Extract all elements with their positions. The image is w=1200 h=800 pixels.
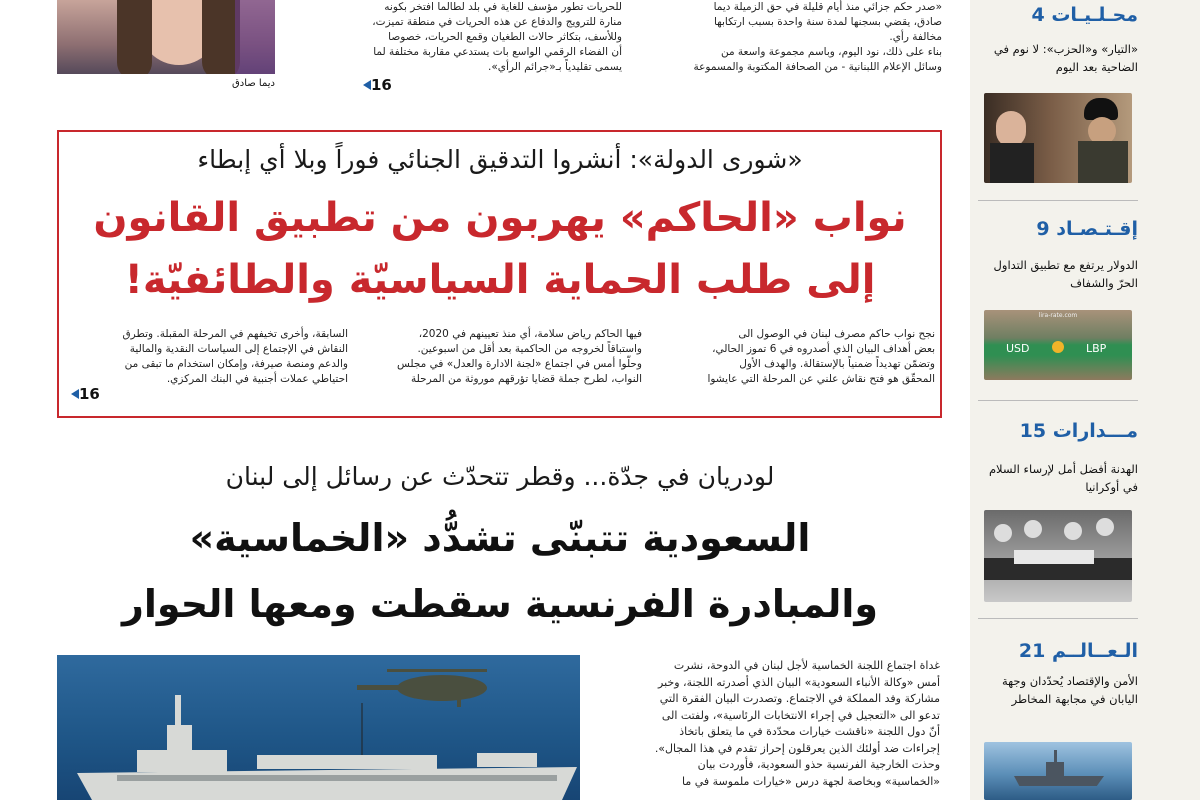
story2-headline-line1[interactable]: السعودية تتبنّى تشدُّد «الخماسية» [189,516,811,560]
story1-headline-line1[interactable]: نواب «الحاكم» يهربون من تطبيق القانون [93,195,907,241]
leaders-meeting-photo [984,93,1132,183]
story1-column-left: السابقة، وأخرى تخيفهم في المرحلة المقبلة. وتطرق النقاش في الإجتماع إلى السياسات النقدية والمالية والدعم ومنصة صيرفة، وإمكان استخدام ما تبقى من احتياطي عملات أجنبية في البنك المركزي. [122,328,348,385]
sidebar-divider [978,400,1138,401]
lbp-label: LBP [1086,342,1107,355]
usd-label: USD [1006,342,1030,355]
story2-headline-line2[interactable]: والمبادرة الفرنسية سقطت ومعها الحوار [122,582,878,626]
sidebar-section-desc[interactable]: الأمن والإقتصاد يُحدّدان وجهة اليابان في مجابهة المخاطر [1001,674,1138,706]
exchange-icon [1052,341,1064,353]
sidebar-section-desc[interactable]: الهدنة أفضل أمل لإرساء السلام في أوكرانيا [988,462,1138,494]
story1-headline-line2[interactable]: إلى طلب الحماية السياسيّة والطائفيّة! [124,257,876,303]
sidebar-section-title[interactable]: الـعــالــم 21 [1018,640,1138,662]
sidebar-section-title[interactable]: محـلـيـات 4 [1031,4,1138,26]
warship-photo [984,742,1132,800]
historic-meeting-photo [984,510,1132,602]
story2-body: غداة اجتماع اللجنة الخماسية لأجل لبنان في الدوحة، نشرت أمس «وكالة الأنباء السعودية» البيان الذي أصدرته اللجنة، وخبر مشاركة وفد المملكة في الاجتماع. وتصدرت البيان الفقرة التي تدعو الى «التعجيل في إجراء الانتخابات الرئاسية»، ولفتت الى أنّ دول اللجنة «ناقشت خيارات محدّدة في ما يتعلق باتخاذ إجراءات ضد أولئك الذين يعرقلون إحراز تقدم في هذا المجال». وحذت الخارجية الفرنسية حذو السعودية، فأوردت بيان «الخماسية» وبخاصة لجهة درس «خيارات ملموسة في ما [654,659,940,788]
usd-lbp-banknotes-photo [984,310,1132,380]
sidebar-divider [978,200,1138,201]
story1-page-reference[interactable]: 16 [68,385,100,403]
site-label: lira-rate.com [1038,312,1078,319]
story1-column-right: نجح نواب حاكم مصرف لبنان في الوصول الى بعض أهداف البيان الذي أصدروه في 6 تموز الحالي، وتضمّن تهديداً ضمنياً بالإستقالة. والهدف الأول المحقّق هو فتح نقاش علني عن المرحلة التي عايشوا [707,328,935,385]
navy-ship-photo [57,655,580,800]
warship-icon [77,695,577,800]
sidebar-divider [978,618,1138,619]
portrait-photo [57,0,275,74]
sidebar-section-title[interactable]: مـــدارات 15 [1019,420,1138,442]
story2-kicker: لودريان في جدّة... وقطر تتحدّث عن رسائل إلى لبنان [225,462,775,491]
photo-caption: ديما صادق [232,78,275,89]
sidebar-section-desc[interactable]: «التيار» و«الحزب»: لا نوم في الضاحية بعد اليوم [993,42,1138,74]
top-column-right: «صدر حكم جزائي منذ أيام قليلة في حق الزميلة ديما صادق، يقضي بسجنها لمدة سنة واحدة بسبب ارتكابها مخالفة رأي. بناء على ذلك، نود اليوم، وباسم مجموعة واسعة من وسائل الإعلام اللبنانية - من الصحافة المكتوبة والمسموعة [693,1,942,73]
story1-kicker: «شورى الدولة»: أنشروا التدقيق الجنائي فوراً وبلا أي إبطاء [197,145,803,174]
sidebar-section-desc[interactable]: الدولار يرتفع مع تطبيق التداول الحرّ والشفاف [993,258,1138,290]
sidebar-section-title[interactable]: إقـتـصـاد 9 [1036,218,1138,240]
helicopter-icon [357,669,487,707]
top-column-middle: للحريات تطور مؤسف للغاية في بلد لطالما افتخر بكونه منارة للترويج والدفاع عن هذه الحريات في منطقة تميزت، وللأسف، بتكاثر حالات الطغيان وقمع الحريات، خصوصا أن الفضاء الرقمي الواسع بات يستدعي مقاربة مختلفة لما يسمى تقليدياً بـ«جرائم الرأي». [372,1,622,73]
story1-column-middle: فيها الحاكم رياض سلامة، أي منذ تعيينهم في 2020، واستباقاً لخروجه من الحاكمية بعد أقل من اسبوعين. وحلّوا أمس في اجتماع «لجنة الادارة والعدل» في مجلس النواب، لطرح جملة قضايا تؤرقهم موروثة من المرحلة [396,328,642,385]
page-reference[interactable]: 16 [360,76,392,94]
